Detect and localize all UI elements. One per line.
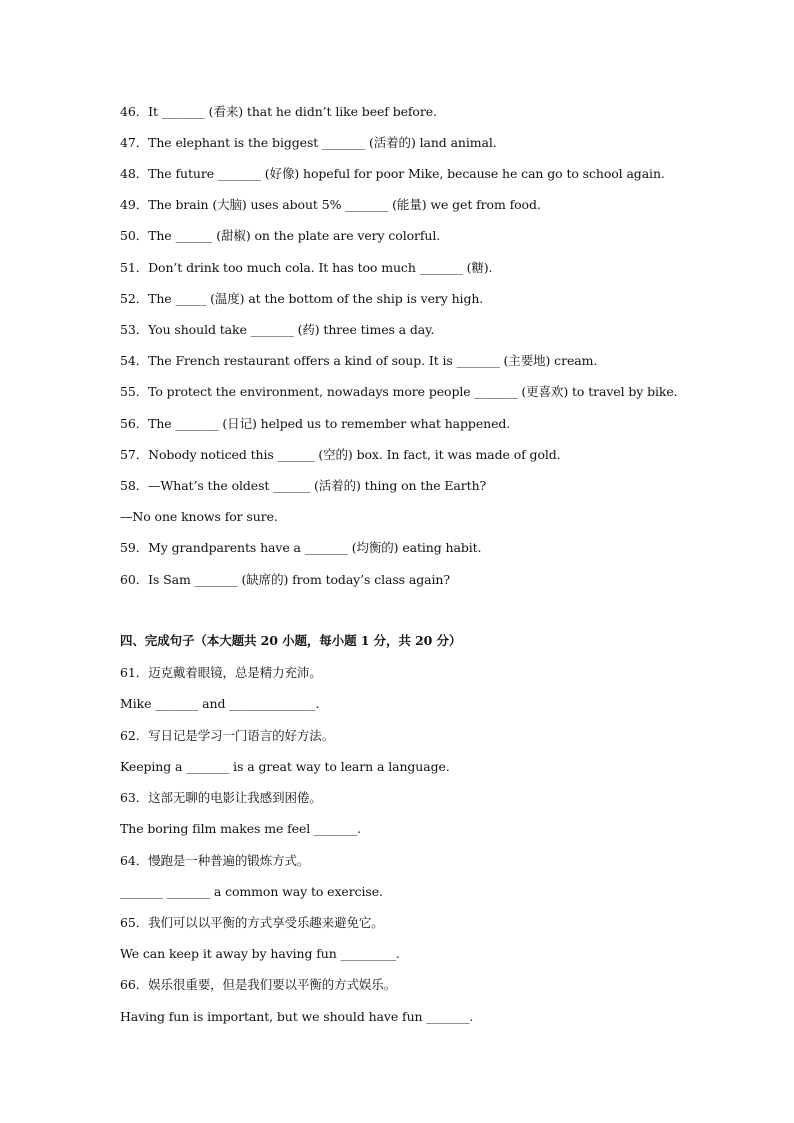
text-line: _______ _______ a common way to exercise. [120, 884, 383, 899]
text-line: 49．The brain (大脑) uses about 5% _______ (能量) we get from food. [120, 197, 541, 212]
text-line: Keeping a _______ is a great way to learn a language. [120, 759, 450, 774]
text-line: 64．慢跑是一种普遍的锻炼方式。 [120, 853, 310, 868]
text-line: We can keep it away by having fun _________. [120, 946, 400, 961]
text-line: 57．Nobody noticed this ______ (空的) box. In fact, it was made of gold. [120, 447, 561, 462]
text-line: 66．娱乐很重要，但是我们要以平衡的方式娱乐。 [120, 977, 397, 992]
text-line: 52．The _____ (温度) at the bottom of the ship is very high. [120, 291, 484, 306]
text-line: 50．The ______ (甜椒) on the plate are very colorful. [120, 228, 441, 243]
text-line: 51．Don’t drink too much cola. It has too much _______ (糖). [120, 260, 493, 275]
text-line: 48．The future _______ (好像) hopeful for poor Mike, because he can go to school again. [120, 166, 665, 181]
text-line: 54．The French restaurant offers a kind of soup. It is _______ (主要地) cream. [120, 353, 598, 368]
text-line: 58．—What’s the oldest ______ (活着的) thing on the Earth? [120, 478, 487, 493]
text-line: 60．Is Sam _______ (缺席的) from today’s class again? [120, 572, 450, 587]
text-line: 53．You should take _______ (药) three times a day. [120, 322, 435, 337]
text-line: Having fun is important, but we should have fun _______. [120, 1009, 474, 1024]
text-line: Mike _______ and ______________. [120, 696, 320, 711]
text-line: 62．写日记是学习一门语言的好方法。 [120, 728, 335, 743]
text-line: —No one knows for sure. [120, 509, 278, 524]
section-heading: 四、完成句子（本大题共 20 小题，每小题 1 分，共 20 分） [120, 633, 462, 648]
text-line: 46．It _______ (看来) that he didn’t like beef before. [120, 104, 437, 119]
text-line: The boring film makes me feel _______. [120, 821, 361, 836]
text-line: 59．My grandparents have a _______ (均衡的) eating habit. [120, 540, 482, 555]
text-line: 47．The elephant is the biggest _______ (活着的) land animal. [120, 135, 497, 150]
text-line: 56．The _______ (日记) helped us to remember what happened. [120, 416, 511, 431]
text-line: 65．我们可以以平衡的方式享受乐趣来避免它。 [120, 915, 384, 930]
text-line: 63．这部无聊的电影让我感到困倦。 [120, 790, 322, 805]
text-line: 61．迈克戴着眼镜，总是精力充沛。 [120, 665, 322, 680]
text-line: 55．To protect the environment, nowadays more people _______ (更喜欢) to travel by bike. [120, 384, 678, 399]
